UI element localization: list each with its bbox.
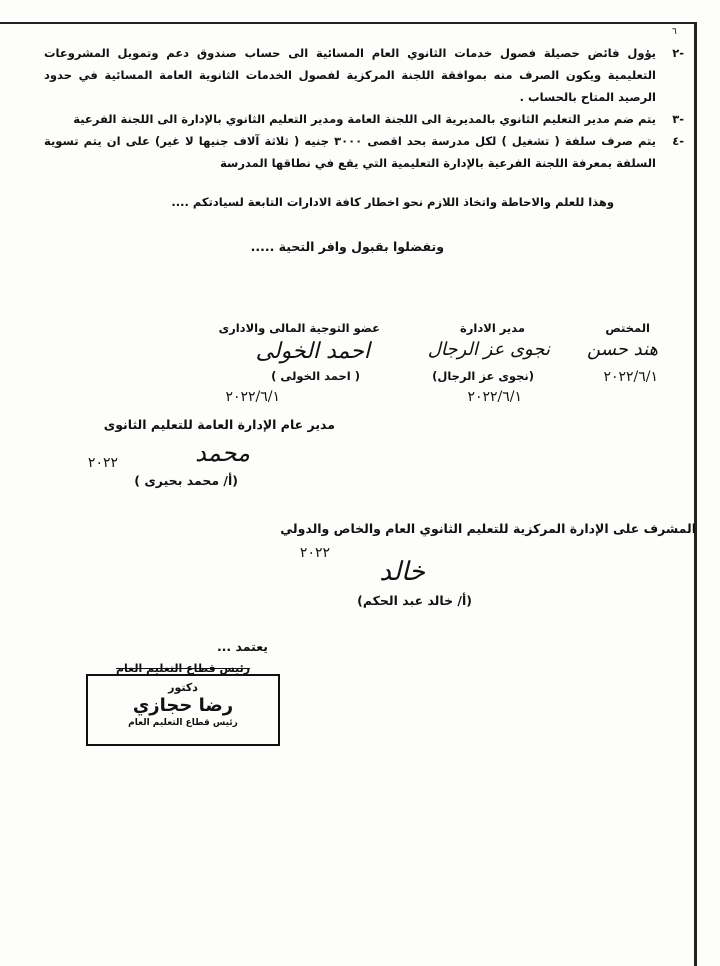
stamp-line: دكتور bbox=[168, 681, 198, 694]
supervisor-signature: خالد bbox=[379, 557, 425, 587]
item-text: يتم صرف سلفة ( تشغيل ) لكل مدرسة بحد اقصى ٣٠٠٠ جنيه ( ثلاثة آلاف جنيها لا غير) على ان يتم تسوية السلفة بمعرفة اللجنة الفرعية بالإدارة التعليمية التي يقع في نطاقها المدرسة bbox=[44, 134, 656, 170]
general-director-title: مدير عام الإدارة العامة للتعليم الثانوى bbox=[103, 417, 335, 432]
stamp-line: رضا حجازي bbox=[132, 695, 234, 716]
general-director-signature: محمد bbox=[195, 439, 250, 467]
item-number: -٣ bbox=[672, 112, 684, 126]
general-director-date: ٢٠٢٢ bbox=[87, 455, 118, 471]
item-text: يتم ضم مدير التعليم الثانوي بالمديرية الى اللجنة العامة ومدير التعليم الثانوي بالإدارة الى اللجنة الفرعية bbox=[73, 112, 656, 126]
item-number: -٢ bbox=[672, 46, 684, 60]
stamp-header: رئيس قطاع التعليم العام bbox=[115, 662, 251, 675]
stamp-line: رئيس قطاع التعليم العام bbox=[128, 718, 238, 728]
supervisor-date: ٢٠٢٢ bbox=[299, 545, 330, 561]
approval-label: يعتمد ... bbox=[216, 639, 268, 654]
list-item bbox=[44, 130, 684, 174]
closing-greeting: وتفضلوا بقبول وافر التحية ..... bbox=[250, 239, 444, 254]
item-number: -٤ bbox=[672, 134, 684, 148]
closing-statement: وهذا للعلم والاحاطة واتخاذ اللازم نحو اخطار كافة الادارات التابعة لسيادتكم .... bbox=[171, 195, 614, 209]
item-text: يؤول فائض حصيلة فصول خدمات الثانوي العام المسائية الى حساب صندوق دعم وتمويل المشروعات التعليمية ويكون الصرف منه بموافقة اللجنة المركزية لفصول الخدمات الثانوية العامة المسائية في حدود الرصيد المتاح بالحساب . bbox=[44, 46, 656, 104]
frame-border-right bbox=[694, 22, 697, 966]
specialist-date: ٢٠٢٢/٦/١ bbox=[603, 369, 658, 385]
member-signature: احمد الخولى bbox=[255, 339, 370, 364]
list-item bbox=[44, 42, 684, 108]
member-name: ( احمد الخولى ) bbox=[271, 369, 360, 383]
director-signature: نجوى عز الرجال bbox=[427, 339, 550, 360]
director-name: (نجوى عز الرجال) bbox=[432, 369, 534, 383]
member-date: ٢٠٢٢/٦/١ bbox=[225, 389, 280, 405]
official-stamp bbox=[86, 662, 280, 746]
frame-border-top bbox=[0, 22, 696, 24]
document-body bbox=[44, 42, 684, 256]
director-date: ٢٠٢٢/٦/١ bbox=[467, 389, 522, 405]
general-director-name: (أ/ محمد بحيرى ) bbox=[134, 473, 238, 488]
member-title: عضو التوجية المالى والادارى bbox=[218, 321, 380, 335]
supervisor-title: المشرف على الإدارة المركزية للتعليم الثانوي العام والخاص والدولي bbox=[280, 521, 696, 536]
supervisor-name: (أ/ خالد عبد الحكم) bbox=[357, 593, 472, 608]
specialist-title: المختص bbox=[605, 321, 650, 335]
specialist-signature: هند حسن bbox=[587, 339, 658, 360]
list-item bbox=[44, 108, 684, 130]
page-number: ٦ bbox=[672, 27, 677, 37]
director-title: مدير الادارة bbox=[460, 321, 525, 335]
